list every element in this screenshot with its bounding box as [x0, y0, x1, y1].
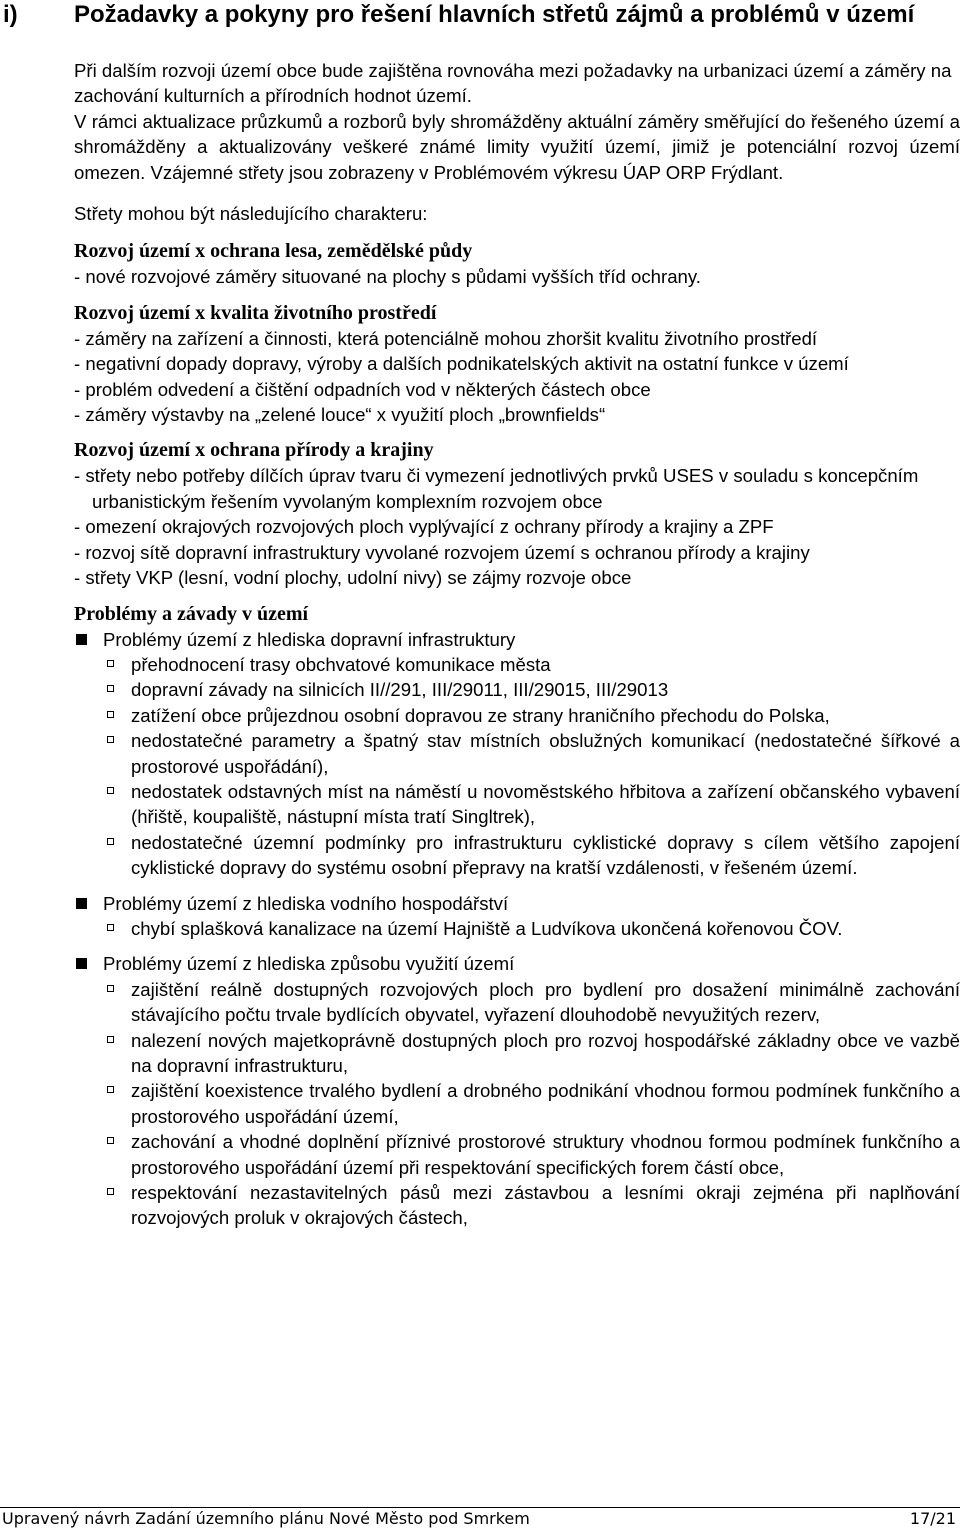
- list-item: zachování a vhodné doplnění příznivé prostorové struktury vhodnou formou podmínek funkčního a prostorového uspořádání území při respektování specifických forem částí obce,: [74, 1129, 960, 1180]
- square-bullet-icon: [76, 898, 87, 909]
- list-item: - záměry výstavby na „zelené louce“ x využití ploch „brownfields“: [74, 404, 606, 426]
- problem-group-label: Problémy území z hlediska vodního hospodářství: [103, 892, 509, 914]
- list-item: zatížení obce průjezdnou osobní dopravou ze strany hraničního přechodu do Polska,: [74, 703, 960, 728]
- problem-group: [74, 627, 960, 652]
- problem-group: [74, 951, 960, 976]
- hollow-square-bullet-icon: [107, 736, 114, 743]
- list-item: dopravní závady na silnicích II//291, III/29011, III/29015, III/29013: [74, 677, 960, 702]
- section-title: Požadavky a pokyny pro řešení hlavních střetů zájmů a problémů v území: [74, 1, 915, 28]
- list-item: nalezení nových majetkoprávně dostupných ploch pro rozvoj hospodářské základny obce ve vazbě na dopravní infrastrukturu,: [74, 1028, 960, 1079]
- hollow-square-bullet-icon: [107, 1188, 114, 1195]
- intro-paragraph-3: Střety mohou být následujícího charakteru:: [74, 203, 428, 225]
- list-item: - problém odvedení a čištění odpadních vod v některých částech obce: [74, 378, 651, 400]
- hollow-square-bullet-icon: [107, 787, 114, 794]
- document-body: [74, 58, 960, 1231]
- hollow-square-bullet-icon: [107, 985, 114, 992]
- list-item: - nové rozvojové záměry situované na plochy s půdami vyšších tříd ochrany.: [74, 266, 701, 288]
- hollow-square-bullet-icon: [107, 1137, 114, 1144]
- subsection-title: Rozvoj území x kvalita životního prostředí: [74, 301, 437, 324]
- page-footer: [0, 1507, 960, 1529]
- problem-group-label: Problémy území z hlediska dopravní infrastruktury: [103, 628, 516, 650]
- list-item: respektování nezastavitelných pásů mezi zástavbou a lesními okraji zejména při naplňování rozvojových proluk v okrajových částech,: [74, 1180, 960, 1231]
- hollow-square-bullet-icon: [107, 924, 114, 931]
- list-item: - rozvoj sítě dopravní infrastruktury vyvolané rozvojem území s ochranou přírody a krajiny: [74, 541, 810, 563]
- footer-document-title: Upravený návrh Zadání územního plánu Nové Město pod Smrkem: [2, 1509, 530, 1528]
- hollow-square-bullet-icon: [107, 711, 114, 718]
- page-number: 17/21: [909, 1509, 956, 1528]
- list-item: nedostatek odstavných míst na náměstí u novoměstského hřbitova a zařízení občanského vybavení (hřiště, koupaliště, nástupní místa tratí Singltrek),: [74, 779, 960, 830]
- intro-paragraph-2: V rámci aktualizace průzkumů a rozborů byly shromážděny aktuální záměry směřující do řešeného území a shromážděny a aktualizovány veškeré známé limity využití území, jimiž je potenciální rozvoj území omezen. Vzájemné střety jsou zobrazeny v Problémovém výkresu ÚAP ORP Frýdlant.: [74, 110, 960, 183]
- hollow-square-bullet-icon: [107, 1036, 114, 1043]
- hollow-square-bullet-icon: [107, 685, 114, 692]
- list-item: - střety VKP (lesní, vodní plochy, udolní nivy) se zájmy rozvoje obce: [74, 567, 632, 589]
- list-item: chybí splašková kanalizace na území Hajniště a Ludvíkova ukončená kořenovou ČOV.: [74, 916, 960, 941]
- subsection-title: Problémy a závady v území: [74, 602, 309, 625]
- hollow-square-bullet-icon: [107, 1086, 114, 1093]
- intro-paragraph-1: Při dalším rozvoji území obce bude zajištěna rovnováha mezi požadavky na urbanizaci území a záměry na zachování kulturních a přírodních hodnot území.: [74, 60, 952, 107]
- list-item: - omezení okrajových rozvojových ploch vyplývající z ochrany přírody a krajiny a ZPF: [74, 516, 774, 538]
- list-item: - střety nebo potřeby dílčích úprav tvaru či vymezení jednotlivých prvků USES v souladu s koncepčním urbanistickým řešením vyvolaným komplexním rozvojem obce: [74, 465, 919, 512]
- list-item: nedostatečné parametry a špatný stav místních obslužných komunikací (nedostatečné šířkové a prostorové uspořádání),: [74, 728, 960, 779]
- subsection-title: Rozvoj území x ochrana přírody a krajiny: [74, 439, 434, 462]
- square-bullet-icon: [76, 958, 87, 969]
- list-item: - negativní dopady dopravy, výroby a dalších podnikatelských aktivit na ostatní funkce v území: [74, 353, 849, 375]
- problem-group: [74, 891, 960, 916]
- list-item: nedostatečné územní podmínky pro infrastrukturu cyklistické dopravy s cílem většího zapojení cyklistické dopravy do systému osobní přepravy na kratší vzdálenosti, v řešeném území.: [74, 830, 960, 881]
- list-item: - záměry na zařízení a činnosti, která potenciálně mohou zhoršit kvalitu životního prostředí: [74, 327, 818, 349]
- list-item: přehodnocení trasy obchvatové komunikace města: [74, 652, 960, 677]
- square-bullet-icon: [76, 634, 87, 645]
- hollow-square-bullet-icon: [107, 660, 114, 667]
- list-item: zajištění koexistence trvalého bydlení a drobného podnikání vhodnou formou podmínek funkčního a prostorového uspořádání území,: [74, 1078, 960, 1129]
- subsection-title: Rozvoj území x ochrana lesa, zemědělské půdy: [74, 240, 473, 263]
- section-number: i): [3, 1, 18, 28]
- problem-group-label: Problémy území z hlediska způsobu využití území: [103, 953, 515, 975]
- list-item: zajištění reálně dostupných rozvojových ploch pro bydlení pro dosažení minimálně zachování stávajícího počtu trvale bydlících obyvatel, vyřazení dlouhodobě nevyužitých rezerv,: [74, 977, 960, 1028]
- hollow-square-bullet-icon: [107, 838, 114, 845]
